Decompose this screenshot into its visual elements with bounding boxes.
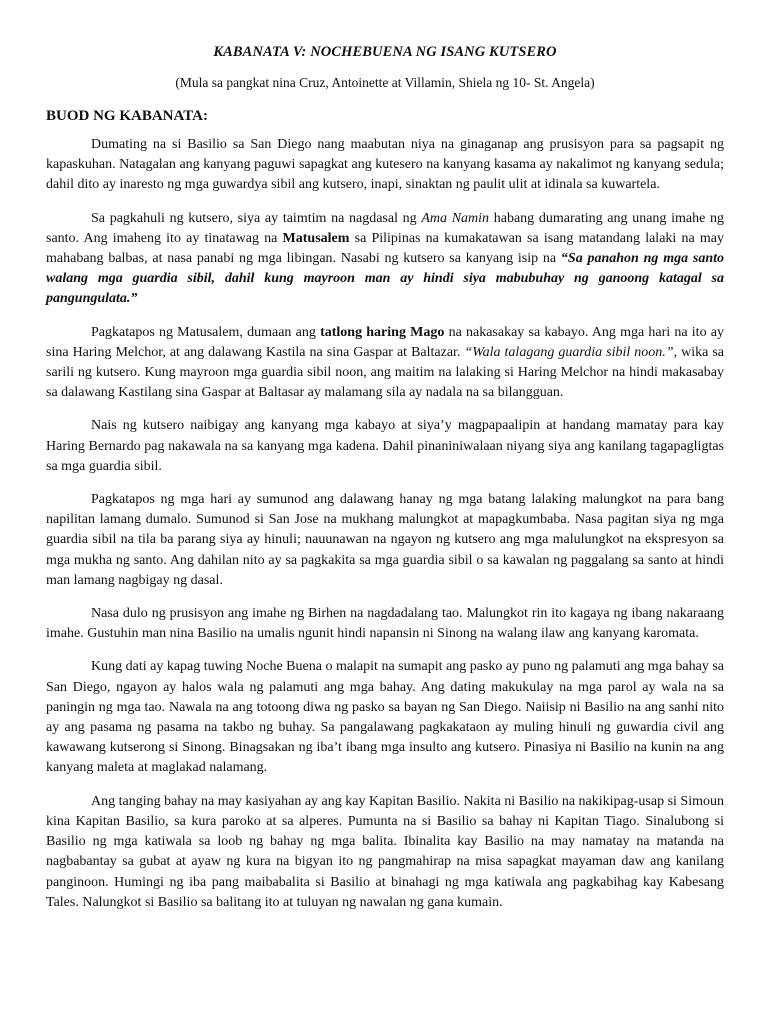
text-run: Pagkatapos ng mga hari ay sumunod ang dalawang hanay ng mga batang lalaking malungkot na para bang napilitan lamang dumalo. Sumunod si San Jose na mukhang malungkot at mapagkumbaba. Nasa pagitan siya ng mga guardia sibil na tila ba parang siya ay hinuli; nauunawan na ngayon ng kutsero ang mga malulungkot na ekspresyon sa mga mukha ng santo. Ang dahilan nito ay sa pagkakita sa mga guardia sibil o sa kawalan ng paggalang sa santo at hindi man lamang nagbigay ng dasal. (46, 492, 724, 588)
text-run: tatlong haring Mago (320, 324, 445, 340)
text-run: Matusalem (282, 230, 350, 246)
text-run: “Sa panahon ng mga santo walang mga guardia sibil, dahil kung mayroon man ay hindi siya mabubuhay ng ganoong katagal sa pangungulata.” (46, 251, 724, 307)
chapter-subtitle: (Mula sa pangkat nina Cruz, Antoinette at Villamin, Shiela ng 10- St. Angela) (175, 75, 595, 90)
text-run: Sa pagkahuli ng kutsero, siya ay taimtim na nagdasal ng (91, 210, 422, 226)
text-run: Pagkatapos ng Matusalem, dumaan ang (91, 324, 321, 340)
paragraph-6 (46, 604, 724, 644)
paragraph-2 (46, 209, 724, 310)
text-run: Ama Namin (421, 210, 490, 226)
document-page (46, 42, 724, 926)
text-run: “Wala talagang guardia sibil noon.” (464, 344, 674, 360)
section-heading: BUOD NG KABANATA: (46, 108, 208, 124)
paragraph-3 (46, 323, 724, 404)
text-run: Nais ng kutsero naibigay ang kanyang mga kabayo at siya’y magpapaalipin at handang mamatay para kay Haring Bernardo pag nakawala na sa kanyang mga kadena. Dahil pinaniniwalaan niyang siya ang kanilang tagapagligtas sa mga guardia sibil. (46, 418, 724, 474)
paragraph-1 (46, 135, 724, 196)
paragraph-4 (46, 416, 724, 477)
text-run: Dumating na si Basilio sa San Diego nang maabutan niya na ginaganap ang prusisyon para sa pagsapit ng kapaskuhan. Natagalan ang kanyang paguwi sapagkat ang kutesero na kanyang kasama ay nakalimot ng kanyang sedula; dahil dito ay inaresto ng mga guwardya sibil ang kutsero, inapi, sinaktan ng paulit ulit at idinala sa kuwartela. (46, 137, 724, 193)
text-run: Kung dati ay kapag tuwing Noche Buena o malapit na sumapit ang pasko ay puno ng palamuti ang mga bahay sa San Diego, ngayon ay halos wala ng palamuti ang mga bahay. Ang dating makukulay na mga parol ay wala na sa paningin ng mga tao. Nawala na ang totoong diwa ng pasko sa bayan ng San Diego. Naiisip ni Basilio na ang sanhi nito ay ang pasama ng pasama na takbo ng buhay. Sa pangalawang pagkakataon ay muling hinuli ng guwardia civil ang kawawang kutserong si Sinong. Binagsakan ng iba’t ibang mga insulto ang kutsero. Pinasiya ni Basilio na kunin na ang kanyang maleta at maglakad nalamang. (46, 659, 724, 776)
text-run: sa Pilipinas na kumakatawan sa isang matandang lalaki na may mahabang balbas, at nasa panabi ng mga libingan. Nasabi ng kutsero sa kanyang isip na (46, 230, 724, 267)
paragraph-8 (46, 792, 724, 913)
summary-body (46, 135, 724, 913)
text-run: Nasa dulo ng prusisyon ang imahe ng Birhen na nagdadalang tao. Malungkot rin ito kagaya ng ibang nakaraang imahe. Gustuhin man nina Basilio na umalis ngunit hindi napansin ni Sinong na walang ilaw ang kanyang karomata. (46, 606, 724, 642)
text-run: habang dumarating ang unang imahe ng santo. Ang imaheng ito ay tinatawag na (46, 210, 725, 246)
paragraph-7 (46, 657, 724, 778)
text-run: na nakasakay sa kabayo. Ang mga hari na ito ay sina Haring Melchor, at ang dalawang Kastila na sina Gaspar at Baltazar. (46, 324, 724, 360)
paragraph-5 (46, 490, 724, 591)
chapter-title: KABANATA V: NOCHEBUENA NG ISANG KUTSERO (213, 44, 557, 60)
text-run: Ang tanging bahay na may kasiyahan ay ang kay Kapitan Basilio. Nakita ni Basilio na nakikipag-usap si Simoun kina Kapitan Basilio, sa kura paroko at sa alperes. Pumunta na si Basilio sa bahay ni Kapitan Tiago. Sinalubong si Basilio ng mga katiwala sa loob ng bahay ng mga balita. Ibinalita kay Basilio na may namatay na matanda na nagbabantay sa gubat at ayaw ng kura na bigyan ito ng pangmahirap na misa sapagkat mayaman daw ang kanilang panginoon. Humingi ng iba pang maibabalita si Basilio at binahagi ng mga katiwala ang pagkabihag kay Kabesang Tales. Nalungkot si Basilio sa balitang ito at tuluyan ng nawalan ng gana kumain. (46, 793, 724, 910)
text-run: , wika sa sarili ng kutsero. Kung mayroon mga guardia sibil noon, ang maitim na lalaking si Haring Melchor na hindi makasabay sa dalawang Kastilang sina Gaspar at Baltasar ay malamang sila ay nadala na sa bilangguan. (46, 344, 724, 401)
